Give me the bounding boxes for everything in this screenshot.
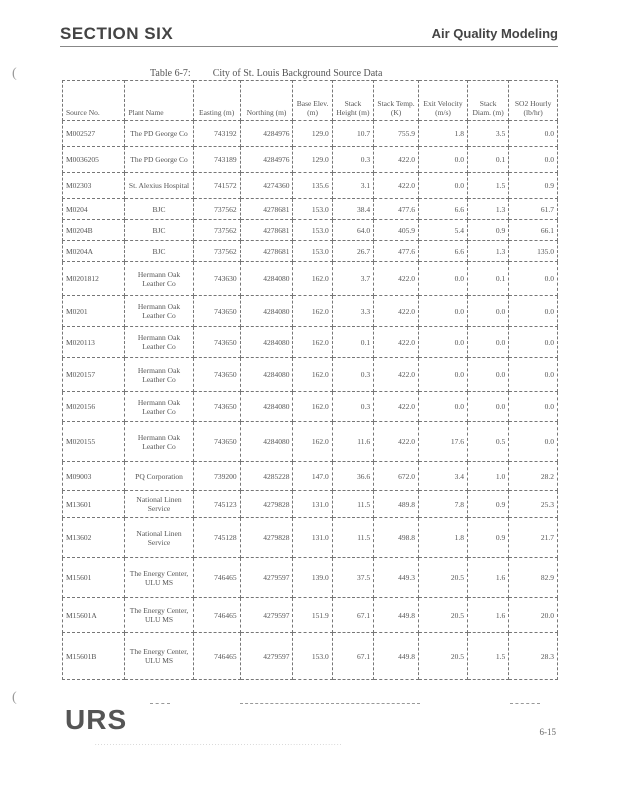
table-cell: 162.0 [293,422,332,462]
column-header: Stack Temp. (K) [374,81,419,121]
column-header: Northing (m) [240,81,293,121]
table-cell: 449.3 [374,558,419,598]
table-cell: 4278681 [240,241,293,262]
table-caption [150,68,382,79]
table-cell: Hermann Oak Leather Co [125,422,193,462]
footer-rule [150,703,170,704]
table-cell: 739200 [193,462,240,491]
table-cell: 3.3 [332,296,373,327]
table-cell: 489.8 [374,491,419,518]
table-cell: 67.1 [332,598,373,633]
table-cell: M13601 [63,491,125,518]
table-cell: 449.8 [374,633,419,680]
table-cell: M020156 [63,392,125,422]
column-header: Plant Name [125,81,193,121]
table-row [63,558,558,598]
table-row [63,518,558,558]
table-cell: 449.8 [374,598,419,633]
table-cell: 11.5 [332,518,373,558]
table-title: City of St. Louis Background Source Data [212,68,383,79]
table-row [63,422,558,462]
table-cell: 153.0 [293,241,332,262]
table-cell: 0.1 [468,262,509,296]
table-cell: 0.3 [332,147,373,173]
table-row [63,147,558,173]
table-row [63,327,558,358]
column-header: Stack Height (m) [332,81,373,121]
table-cell: 20.5 [418,633,467,680]
table-cell: 67.1 [332,633,373,680]
table-cell: The PD George Co [125,121,193,147]
table-cell: 36.6 [332,462,373,491]
table-cell: 743650 [193,392,240,422]
table-cell: 20.5 [418,558,467,598]
table-cell: 0.0 [509,358,558,392]
table-cell: 4279597 [240,558,293,598]
table-cell: The Energy Center, ULU MS [125,633,193,680]
footer-rule [510,703,540,704]
table-cell: PQ Corporation [125,462,193,491]
column-header: Easting (m) [193,81,240,121]
table-cell: M15601B [63,633,125,680]
table-cell: 0.9 [468,491,509,518]
table-cell: M0201 [63,296,125,327]
table-cell: 672.0 [374,462,419,491]
table-cell: 0.0 [418,296,467,327]
table-cell: 25.3 [509,491,558,518]
table-cell: M09003 [63,462,125,491]
table-cell: M15601A [63,598,125,633]
section-heading: SECTION SIX [60,24,174,43]
table-cell: M0204A [63,241,125,262]
table-cell: 422.0 [374,422,419,462]
table-cell: 4285228 [240,462,293,491]
table-row [63,121,558,147]
table-cell: 82.9 [509,558,558,598]
table-cell: 129.0 [293,147,332,173]
table-cell: M020113 [63,327,125,358]
table-cell: 746465 [193,598,240,633]
table-cell: Hermann Oak Leather Co [125,296,193,327]
table-cell: 746465 [193,633,240,680]
table-cell: 743630 [193,262,240,296]
table-cell: 3.7 [332,262,373,296]
table-cell: 11.5 [332,491,373,518]
table-cell: 0.0 [509,327,558,358]
table-cell: 422.0 [374,358,419,392]
table-cell: The PD George Co [125,147,193,173]
table-cell: 0.0 [418,147,467,173]
table-cell: 10.7 [332,121,373,147]
table-cell: 153.0 [293,220,332,241]
table-cell: 405.9 [374,220,419,241]
table-cell: 0.0 [509,422,558,462]
table-cell: M0204B [63,220,125,241]
table-cell: 422.0 [374,296,419,327]
table-cell: 1.5 [468,173,509,199]
urs-logo: URS [65,704,128,735]
table-cell: 61.7 [509,199,558,220]
table-cell: The Energy Center, ULU MS [125,598,193,633]
table-cell: 0.0 [418,358,467,392]
table-cell: 0.0 [418,392,467,422]
table-cell: 0.9 [468,220,509,241]
table-cell: 743650 [193,327,240,358]
table-cell: 153.0 [293,199,332,220]
table-cell: 745123 [193,491,240,518]
table-cell: 21.7 [509,518,558,558]
table-cell: 4284080 [240,358,293,392]
table-cell: 477.6 [374,199,419,220]
table-row [63,262,558,296]
table-cell: 743650 [193,296,240,327]
table-cell: 0.0 [418,327,467,358]
table-cell: 4279828 [240,518,293,558]
table-cell: 422.0 [374,262,419,296]
table-cell: M0036205 [63,147,125,173]
table-cell: 745128 [193,518,240,558]
table-cell: M020155 [63,422,125,462]
table-cell: Hermann Oak Leather Co [125,392,193,422]
table-cell: National Linen Service [125,491,193,518]
table-cell: 4279597 [240,633,293,680]
table-cell: M002527 [63,121,125,147]
table-row [63,173,558,199]
table-cell: 746465 [193,558,240,598]
table-cell: 0.0 [509,121,558,147]
table-cell: M02303 [63,173,125,199]
table-cell: National Linen Service [125,518,193,558]
table-cell: 4278681 [240,199,293,220]
table-cell: 38.4 [332,199,373,220]
table-cell: 0.9 [468,518,509,558]
table-cell: M0204 [63,199,125,220]
table-row [63,598,558,633]
table-cell: M0201812 [63,262,125,296]
table-cell: 4279597 [240,598,293,633]
table-cell: 477.6 [374,241,419,262]
table-cell: 498.8 [374,518,419,558]
table-cell: 129.0 [293,121,332,147]
table-cell: 0.0 [509,296,558,327]
table-cell: Hermann Oak Leather Co [125,358,193,392]
table-cell: 1.5 [468,633,509,680]
table-cell: 64.0 [332,220,373,241]
table-cell: 26.7 [332,241,373,262]
table-cell: 737562 [193,241,240,262]
table-cell: 3.1 [332,173,373,199]
table-cell: 743189 [193,147,240,173]
table-cell: 1.6 [468,598,509,633]
table-cell: 0.5 [468,422,509,462]
page-number: 6-15 [539,727,556,737]
table-cell: 0.1 [332,327,373,358]
column-header: Stack Diam. (m) [468,81,509,121]
table-cell: 4284080 [240,262,293,296]
table-cell: Hermann Oak Leather Co [125,262,193,296]
table-cell: 20.0 [509,598,558,633]
table-cell: 131.0 [293,491,332,518]
table-cell: 0.0 [509,392,558,422]
table-cell: 0.3 [332,392,373,422]
table-cell: 0.0 [418,262,467,296]
table-cell: 5.4 [418,220,467,241]
table-cell: 0.0 [418,173,467,199]
table-cell: 737562 [193,220,240,241]
table-row [63,296,558,327]
scan-mark: ( [12,66,17,81]
source-data-table [62,80,558,680]
table-cell: 3.5 [468,121,509,147]
table-cell: 4274360 [240,173,293,199]
table-cell: Hermann Oak Leather Co [125,327,193,358]
table-cell: 422.0 [374,147,419,173]
table-header-row [63,81,558,121]
table-cell: 0.0 [509,147,558,173]
table-row [63,358,558,392]
table-cell: 755.9 [374,121,419,147]
table-cell: 147.0 [293,462,332,491]
table-cell: 4278681 [240,220,293,241]
table-cell: 743650 [193,358,240,392]
table-row [63,392,558,422]
table-cell: M020157 [63,358,125,392]
table-cell: BJC [125,199,193,220]
table-cell: 1.3 [468,241,509,262]
table-cell: 743650 [193,422,240,462]
table-cell: 1.8 [418,518,467,558]
section-topic: Air Quality Modeling [431,26,558,41]
table-cell: 1.0 [468,462,509,491]
table-cell: 0.9 [509,173,558,199]
table-cell: 17.6 [418,422,467,462]
footer-rule [240,703,420,704]
table-cell: 6.6 [418,199,467,220]
table-cell: 1.6 [468,558,509,598]
table-cell: 131.0 [293,518,332,558]
table-cell: 0.0 [468,296,509,327]
table-cell: 4284080 [240,327,293,358]
table-cell: 28.2 [509,462,558,491]
table-cell: 741572 [193,173,240,199]
header-rule [60,46,558,47]
table-cell: 139.0 [293,558,332,598]
table-cell: 0.0 [509,262,558,296]
table-row [63,633,558,680]
table-cell: 0.0 [468,358,509,392]
table-cell: BJC [125,220,193,241]
table-cell: The Energy Center, ULU MS [125,558,193,598]
footer-path-text: · · · · · · · · · · · · · · · · · · · · · · · · · · · · · · · · · · · · · · · · · · · · · · · · · · · · · · · · · · · · · · · · · · · · · · · · · · · · · · · · · · · · · [95,743,342,748]
table-row [63,491,558,518]
table-cell: 7.8 [418,491,467,518]
table-cell: 11.6 [332,422,373,462]
table-cell: M13602 [63,518,125,558]
table-cell: 6.6 [418,241,467,262]
table-cell: 4284976 [240,147,293,173]
table-cell: 135.0 [509,241,558,262]
table-row [63,199,558,220]
table-cell: 37.5 [332,558,373,598]
table-cell: St. Alexius Hospital [125,173,193,199]
table-cell: 66.1 [509,220,558,241]
table-cell: 162.0 [293,392,332,422]
table-cell: 162.0 [293,327,332,358]
column-header: Source No. [63,81,125,121]
table-cell: 1.8 [418,121,467,147]
table-cell: 0.0 [468,327,509,358]
column-header: SO2 Hourly (lb/hr) [509,81,558,121]
table-cell: 422.0 [374,327,419,358]
table-cell: 4279828 [240,491,293,518]
table-row [63,462,558,491]
table-cell: 422.0 [374,392,419,422]
table-cell: 4284080 [240,392,293,422]
table-cell: 4284976 [240,121,293,147]
table-cell: M15601 [63,558,125,598]
column-header: Base Elev. (m) [293,81,332,121]
table-cell: 0.0 [468,392,509,422]
table-cell: 1.3 [468,199,509,220]
table-cell: BJC [125,241,193,262]
table-cell: 162.0 [293,358,332,392]
table-cell: 20.5 [418,598,467,633]
table-row [63,241,558,262]
table-cell: 3.4 [418,462,467,491]
table-cell: 162.0 [293,262,332,296]
table-cell: 743192 [193,121,240,147]
table-cell: 28.3 [509,633,558,680]
table-cell: 0.1 [468,147,509,173]
table-cell: 162.0 [293,296,332,327]
table-row [63,220,558,241]
column-header: Exit Velocity (m/s) [418,81,467,121]
table-cell: 135.6 [293,173,332,199]
table-cell: 422.0 [374,173,419,199]
scan-mark: ( [12,690,17,705]
table-cell: 0.3 [332,358,373,392]
table-cell: 151.9 [293,598,332,633]
table-cell: 737562 [193,199,240,220]
table-cell: 4284080 [240,422,293,462]
table-number: Table 6-7: [150,68,191,79]
table-cell: 153.0 [293,633,332,680]
table-cell: 4284080 [240,296,293,327]
